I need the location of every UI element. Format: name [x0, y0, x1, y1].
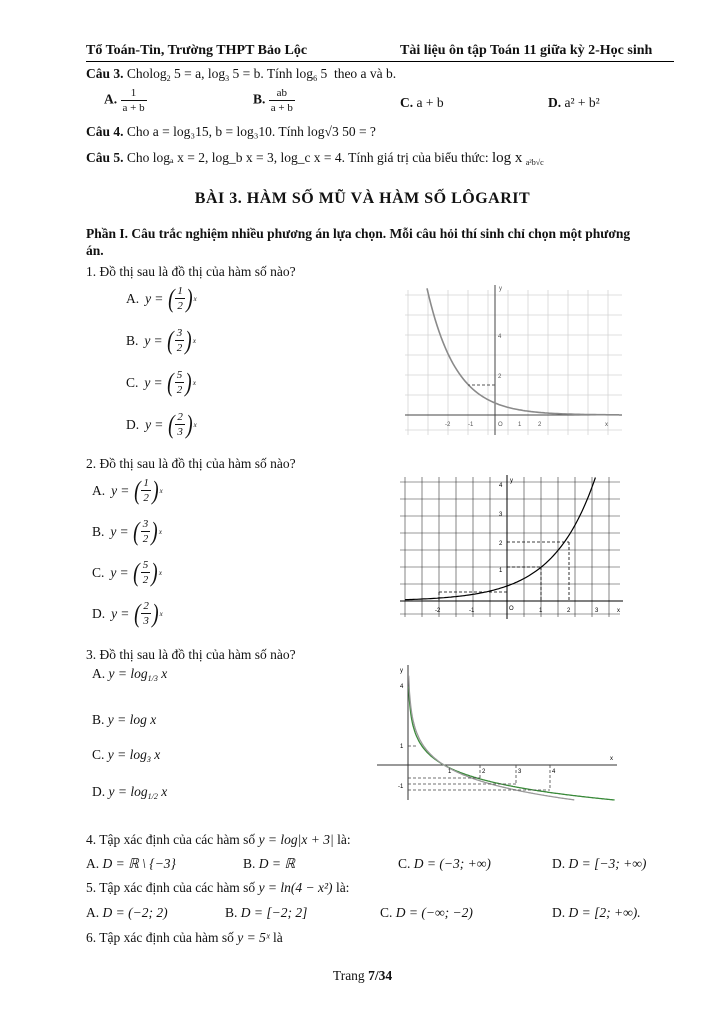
option-text: a² + b²	[564, 95, 600, 110]
mc4-tail: là:	[337, 832, 351, 847]
graph-2-ylabel: 4	[499, 483, 503, 489]
mc3-option-c	[92, 747, 160, 764]
graph-2-ylabel: 1	[499, 568, 503, 574]
frac-den: a + b	[270, 102, 293, 114]
option-text: y = log	[108, 666, 148, 681]
q4-label: Câu 4.	[86, 124, 124, 139]
graph-2-xlabel: 3	[595, 608, 599, 614]
graph-2-grid	[400, 477, 620, 617]
option-tail: x	[157, 666, 168, 681]
option-letter: C.	[380, 905, 393, 920]
mc5-tail: là:	[335, 880, 350, 895]
mc4-stem-text: 4. Tập xác định của các hàm số	[86, 832, 256, 847]
mc1-option-c: C. y = ( $\frac{5}{2}$ ) x	[126, 367, 196, 397]
graph-1-origin: O	[498, 422, 503, 428]
graph-1-xlabel: 2	[538, 422, 542, 428]
graph-2-ylabel: 2	[499, 541, 503, 547]
option-text: a + b	[416, 95, 444, 110]
frac-num: 1	[130, 87, 137, 99]
graph-2	[395, 472, 627, 622]
frac-num: 1	[177, 285, 183, 297]
option-text: y = log	[108, 784, 148, 799]
graph-2-xlabel: -2	[435, 608, 441, 614]
option-letter: D.	[552, 856, 566, 871]
q4-text: Cho a = log₃15, b = log₃10. Tính log√3 50 = ?	[126, 124, 376, 139]
q3-target: log	[295, 66, 314, 81]
option-letter: A.	[92, 666, 106, 681]
header-rule	[86, 61, 674, 62]
q3-option-a	[104, 86, 147, 115]
graph-2-xlabel: x	[617, 608, 620, 614]
footer-prefix: Trang	[332, 968, 369, 983]
q3-log1: log	[149, 66, 167, 81]
graph-3-curve-green	[409, 687, 615, 800]
frac-num: 2	[177, 411, 183, 423]
mc5-option-a	[86, 905, 168, 921]
option-letter: B.	[243, 856, 256, 871]
option-letter: B.	[126, 332, 139, 348]
fraction	[141, 599, 151, 628]
q3-log1-rest: 5 = a, log	[170, 66, 226, 81]
graph-1-ylabel: y	[499, 286, 502, 292]
q3-option-d	[548, 95, 600, 111]
q3-option-c	[400, 95, 444, 111]
option-letter: A.	[104, 91, 118, 107]
option-letter: B.	[253, 91, 266, 107]
frac-num: 5	[176, 369, 183, 381]
frac-den: 3	[177, 426, 183, 438]
mc3-option-b	[92, 712, 156, 728]
frac-den: 2	[142, 533, 149, 545]
fraction	[175, 410, 185, 439]
q3-log2-rest: 5 = b	[229, 66, 261, 81]
option-letter: D.	[126, 416, 140, 432]
log-base: 1/2	[147, 792, 158, 801]
q4-stem	[86, 124, 376, 140]
option-letter: A.	[92, 482, 106, 498]
fraction	[175, 368, 185, 397]
page-number: 7/34	[368, 968, 393, 983]
q5-text: Cho logₐ x = 2, log_b x = 3, log_c x = 4. Tính giá trị của biểu thức:	[126, 150, 489, 165]
graph-1-xlabel: x	[605, 422, 608, 428]
frac-num: 3	[176, 327, 183, 339]
fraction	[175, 284, 185, 313]
frac-num: 2	[143, 600, 149, 612]
mc5-stem-text: 5. Tập xác định của các hàm số	[86, 880, 256, 895]
frac-num: 3	[142, 518, 149, 530]
mc2-option-b: B. y = ( $\frac{3}{2}$ ) x	[92, 516, 162, 546]
header-right: Tài liệu ôn tập Toán 11 giữa kỳ 2-Học sinh	[400, 43, 653, 58]
header-left: Tổ Toán-Tin, Trường THPT Bảo Lộc	[86, 43, 308, 58]
option-text: D = (−3; +∞)	[413, 856, 491, 871]
part1-line2: án.	[86, 243, 104, 258]
frac-den: a + b	[122, 102, 145, 114]
fraction	[269, 86, 295, 115]
option-text: D = [2; +∞).	[568, 905, 641, 920]
mc1-option-d: D. y = ( $\frac{2}{3}$ ) x	[126, 409, 197, 439]
mc2-stem: 2. Đồ thị sau là đồ thị của hàm số nào?	[86, 456, 296, 471]
q5-expr-base: a²b√c	[525, 158, 544, 167]
graph-1-grid	[405, 290, 622, 435]
mc3-stem: 3. Đồ thị sau là đồ thị của hàm số nào?	[86, 647, 296, 662]
option-text: D = ℝ	[258, 856, 296, 871]
graph-1-ylabel: 4	[498, 334, 502, 340]
mc5-option-c	[380, 905, 473, 921]
mc1-option-b: B. y = ( $\frac{3}{2}$ ) x	[126, 325, 196, 355]
graph-2-xlabel: 1	[539, 608, 543, 614]
option-letter: B.	[92, 523, 105, 539]
graph-3	[372, 660, 622, 805]
option-letter: D.	[548, 95, 562, 110]
graph-1	[400, 280, 625, 440]
mc2-option-a: A. y = ( $\frac{1}{2}$ ) x	[92, 475, 163, 505]
frac-den: 3	[143, 615, 149, 627]
graph-3-ylabel: -1	[398, 784, 404, 790]
mc5-option-d	[552, 905, 641, 921]
frac-num: 5	[142, 559, 149, 571]
page-footer	[0, 968, 725, 984]
option-letter: A.	[86, 856, 100, 871]
graph-1-xlabel: -2	[445, 422, 451, 428]
fraction	[141, 476, 151, 505]
q3-target-base: 6	[313, 74, 318, 83]
mc1-option-a: A. y = ( $\frac{1}{2}$ ) x	[126, 283, 197, 313]
option-text: y = log	[107, 747, 147, 762]
part1-line1: Phần I. Câu trắc nghiệm nhiều phương án lựa chọn. Mỗi câu hỏi thí sinh chỉ chọn một phương	[86, 226, 631, 241]
option-letter: B.	[225, 905, 238, 920]
mc5-stem	[86, 880, 349, 896]
mc4-option-b	[243, 856, 295, 872]
graph-2-curve	[405, 478, 595, 600]
graph-3-ylabel: 4	[400, 684, 404, 690]
option-letter: C.	[92, 564, 105, 580]
option-text: D = (−2; 2)	[102, 905, 168, 920]
graph-3-xlabel: 2	[482, 769, 486, 775]
graph-2-xlabel: -1	[469, 608, 475, 614]
mc6-stem	[86, 930, 283, 946]
mc2-option-c: C. y = ( $\frac{5}{2}$ ) x	[92, 557, 162, 587]
graph-2-ylabel: y	[510, 478, 513, 484]
frac-den: 2	[176, 384, 183, 396]
log-base: 3	[146, 755, 151, 764]
mc4-option-a	[86, 856, 176, 872]
mc3-option-d	[92, 784, 167, 801]
option-letter: D.	[92, 784, 106, 799]
mc4-option-c	[398, 856, 491, 872]
fraction	[175, 326, 185, 355]
graph-3-ylabel: 1	[400, 744, 404, 750]
option-letter: C.	[126, 374, 139, 390]
mc5-option-b	[225, 905, 307, 921]
graph-3-xlabel: 3	[518, 769, 522, 775]
q3-tinh: . Tính	[260, 66, 293, 81]
graph-2-xlabel: 2	[567, 608, 571, 614]
graph-3-ylabel: y	[400, 668, 403, 674]
mc6-func: y = 5ˣ	[237, 930, 270, 945]
graph-3-xlabel: x	[610, 756, 613, 762]
graph-2-dashes	[439, 542, 569, 601]
option-letter: A.	[126, 290, 140, 306]
mc2-option-d: D. y = ( $\frac{2}{3}$ ) x	[92, 598, 163, 628]
option-letter: B.	[92, 712, 105, 727]
q5-stem	[86, 150, 544, 167]
fraction	[141, 517, 151, 546]
graph-1-ylabel: 2	[498, 374, 502, 380]
q3-log2-base: 3	[225, 74, 230, 83]
mc4-func: y = log|x + 3|	[258, 832, 334, 847]
option-letter: C.	[398, 856, 411, 871]
option-letter: D.	[552, 905, 566, 920]
mc3-option-a	[92, 666, 167, 683]
option-letter: C.	[400, 95, 414, 110]
frac-num: ab	[276, 87, 287, 99]
graph-1-xlabel: 1	[518, 422, 522, 428]
graph-3-xlabel: 4	[552, 769, 556, 775]
option-letter: C.	[92, 747, 105, 762]
option-letter: D.	[92, 605, 106, 621]
q3-option-b	[253, 86, 295, 115]
q3-target-rest: 5	[317, 66, 328, 81]
option-letter: A.	[86, 905, 100, 920]
mc6-stem-text: 6. Tập xác định của hàm số	[86, 930, 234, 945]
option-text: D = ℝ \ {−3}	[102, 856, 176, 871]
log-base: 1/3	[147, 674, 158, 683]
frac-den: 2	[142, 574, 149, 586]
frac-den: 2	[177, 300, 183, 312]
graph-3-xlabel: 1	[448, 769, 452, 775]
q3-label: Câu 3.	[86, 66, 124, 81]
frac-den: 2	[176, 342, 183, 354]
option-tail: x	[150, 747, 161, 762]
fraction	[141, 558, 151, 587]
q5-expr: log x	[491, 150, 523, 166]
q5-label: Câu 5.	[86, 150, 124, 165]
q3-stem	[86, 66, 396, 83]
option-text: y = log x	[107, 712, 157, 727]
mc5-func: y = ln(4 − x²)	[258, 880, 333, 895]
option-text: D = [−3; +∞)	[568, 856, 647, 871]
mc4-option-d	[552, 856, 646, 872]
q3-suffix: theo a và b.	[333, 66, 397, 81]
section-title: BÀI 3. HÀM SỐ MŨ VÀ HÀM SỐ LÔGARIT	[194, 190, 531, 207]
mc4-stem	[86, 832, 351, 848]
frac-num: 1	[143, 477, 149, 489]
q3-log1-base: 2	[166, 74, 171, 83]
graph-1-xlabel: -1	[468, 422, 474, 428]
mc6-tail: là	[273, 930, 283, 945]
graph-1-curve	[427, 288, 619, 415]
graph-2-origin: O	[509, 606, 514, 612]
fraction	[121, 86, 147, 115]
q3-cho: Cho	[126, 66, 150, 81]
mc1-stem: 1. Đồ thị sau là đồ thị của hàm số nào?	[86, 264, 296, 279]
option-tail: x	[157, 784, 168, 799]
option-text: D = [−2; 2]	[240, 905, 308, 920]
graph-2-ylabel: 3	[499, 512, 503, 518]
option-text: D = (−∞; −2)	[395, 905, 473, 920]
frac-den: 2	[143, 492, 149, 504]
